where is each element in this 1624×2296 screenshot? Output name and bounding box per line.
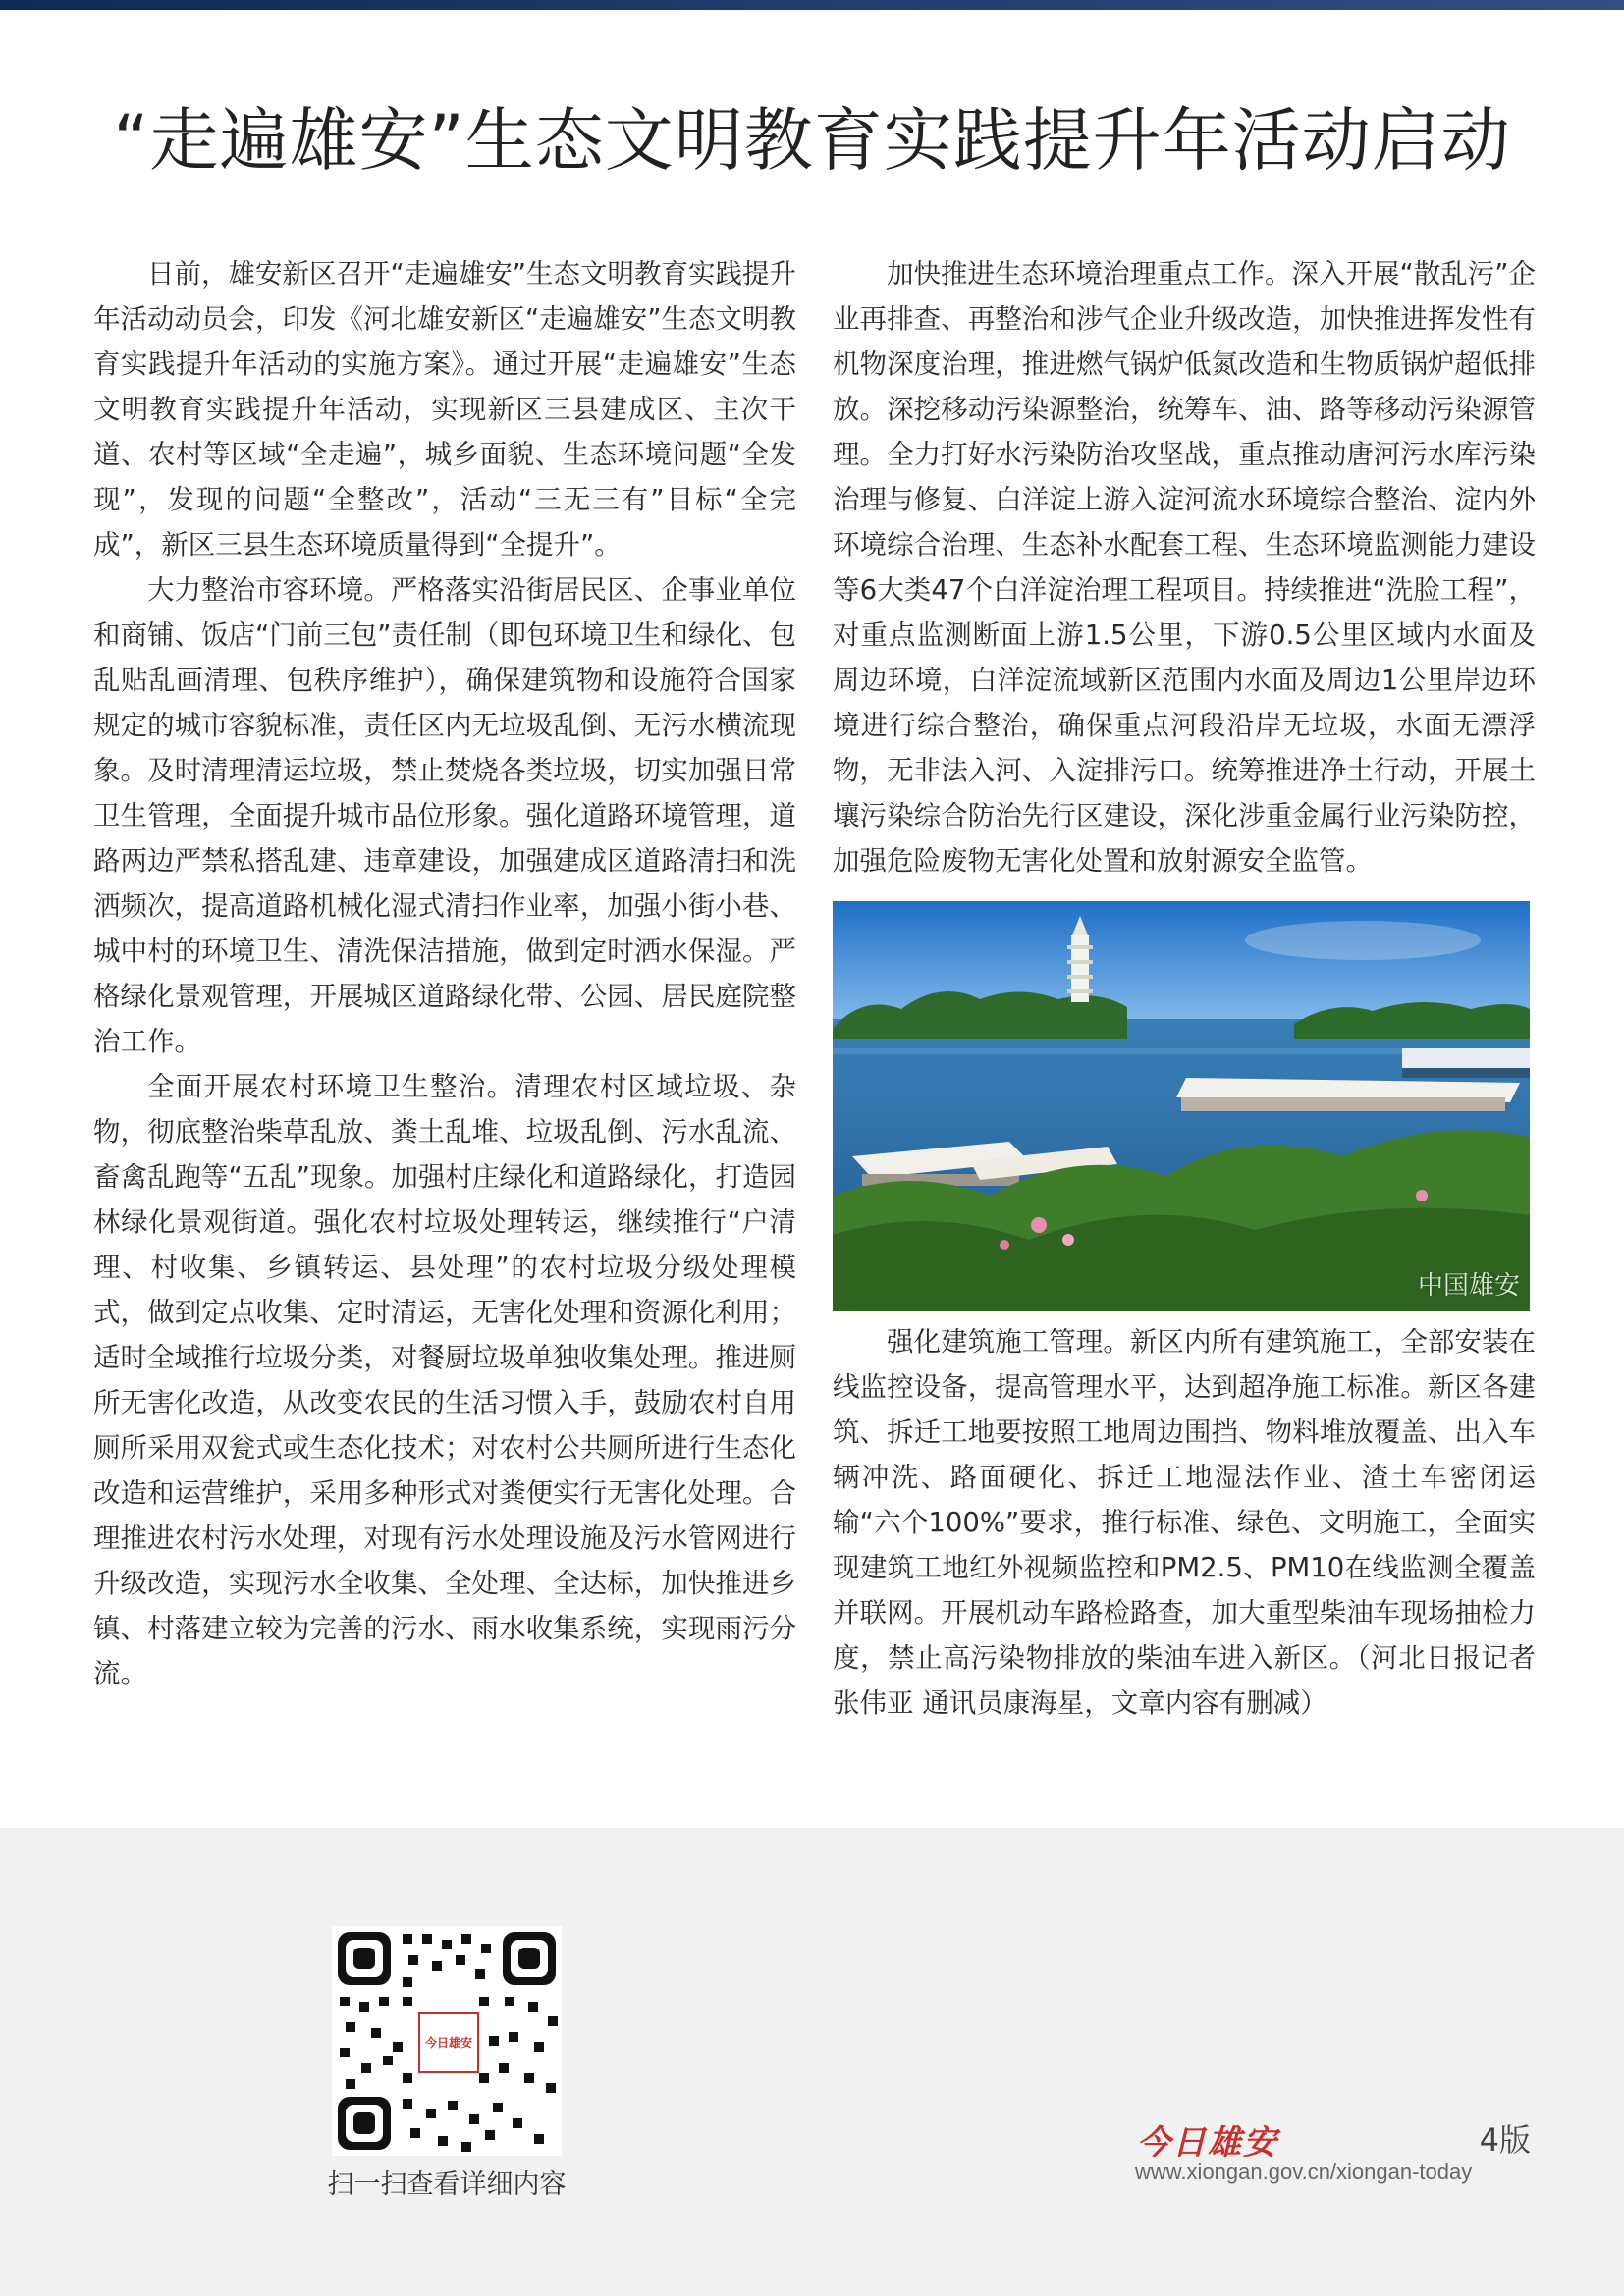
photo-watermark: 中国雄安 [1417, 1271, 1520, 1301]
article-column-right [833, 251, 1536, 1726]
qr-logo: 今日雄安 [418, 2012, 479, 2073]
article-column-left [93, 251, 796, 1696]
page-title: “走遍雄安”生态文明教育实践提升年活动启动 [113, 100, 1511, 181]
article-paragraph: 日前，雄安新区召开“走遍雄安”生态文明教育实践提升年活动动员会，印发《河北雄安新区“走遍雄安”生态文明教育实践提升年活动的实施方案》。通过开展“走遍雄安”生态文明教育实践提升年活动，实现新区三县建成区、主次干道、农村等区域“全走遍”，城乡面貌、生态环境问题“全发现”，发现的问题“全整改”，活动“三无三有”目标“全完成”，新区三县生态环境质量得到“全提升”。 [93, 258, 796, 561]
ferry-boat-icon [1402, 1048, 1530, 1078]
footer-band [0, 1828, 1624, 2296]
top-accent-bar [0, 0, 1624, 10]
brand-logo: 今日雄安 [1137, 2123, 1278, 2163]
site-url[interactable]: www.xiongan.gov.cn/xiongan-today [1135, 2160, 1473, 2184]
lake-photo [833, 901, 1530, 1311]
qr-caption: 扫一扫查看详细内容 [327, 2169, 567, 2200]
article-paragraph: 大力整治市容环境。严格落实沿街居民区、企事业单位和商铺、饭店“门前三包”责任制（即包环境卫生和绿化、包乱贴乱画清理、包秩序维护），确保建筑物和设施符合国家规定的城市容貌标准，责任区内无垃圾乱倒、无污水横流现象。及时清理清运垃圾，禁止焚烧各类垃圾，切实加强日常卫生管理，全面提升城市品位形象。强化道路环境管理，道路两边严禁私搭乱建、违章建设，加强建成区道路清扫和洗洒频次，提高道路机械化湿式清扫作业率，加强小街小巷、城中村的环境卫生、清洗保洁措施，做到定时洒水保湿。严格绿化景观管理，开展城区道路绿化带、公园、居民庭院整治工作。 [93, 574, 796, 1057]
qr-code[interactable] [332, 1926, 562, 2156]
lake-scene-illustration [833, 901, 1530, 1311]
article-paragraph: 强化建筑施工管理。新区内所有建筑施工，全部安装在线监控设备，提高管理水平，达到超净施工标准。新区各建筑、拆迁工地要按照工地周边围挡、物料堆放覆盖、出入车辆冲洗、路面硬化、拆迁工地湿法作业、渣土车密闭运输“六个100%”要求，推行标准、绿色、文明施工，全面实现建筑工地红外视频监控和PM2.5、PM10在线监测全覆盖并联网。开展机动车路检路查，加大重型柴油车现场抽检力度，禁止高污染物排放的柴油车进入新区。（河北日报记者张伟亚 通讯员康海星，文章内容有删减） [833, 1326, 1536, 1719]
article-paragraph: 加快推进生态环境治理重点工作。深入开展“散乱污”企业再排查、再整治和涉气企业升级改造，加快推进挥发性有机物深度治理，推进燃气锅炉低氮改造和生物质锅炉超低排放。深挖移动污染源整治，统筹车、油、路等移动污染源管理。全力打好水污染防治攻坚战，重点推动唐河污水库污染治理与修复、白洋淀上游入淀河流水环境综合整治、淀内外环境综合治理、生态补水配套工程、生态环境监测能力建设等6大类47个白洋淀治理工程项目。持续推进“洗脸工程”，对重点监测断面上游1.5公里，下游0.5公里区域内水面及周边环境，白洋淀流域新区范围内水面及周边1公里岸边环境进行综合整治，确保重点河段沿岸无垃圾，水面无漂浮物，无非法入河、入淀排污口。统筹推进净土行动，开展土壤污染综合防治先行区建设，深化涉重金属行业污染防控，加强危险废物无害化处置和放射源安全监管。 [833, 258, 1536, 877]
page-number: 4版 [1479, 2121, 1531, 2159]
article-paragraph: 全面开展农村环境卫生整治。清理农村区域垃圾、杂物，彻底整治柴草乱放、粪土乱堆、垃圾乱倒、污水乱流、畜禽乱跑等“五乱”现象。加强村庄绿化和道路绿化，打造园林绿化景观街道。强化农村垃圾处理转运，继续推行“户清理、村收集、乡镇转运、县处理”的农村垃圾分级处理模式，做到定点收集、定时清运，无害化处理和资源化利用；适时全域推行垃圾分类，对餐厨垃圾单独收集处理。推进厕所无害化改造，从改变农民的生活习惯入手，鼓励农村自用厕所采用双瓮式或生态化技术；对农村公共厕所进行生态化改造和运营维护，采用多种形式对粪便实行无害化处理。合理推进农村污水处理，对现有污水处理设施及污水管网进行升级改造，实现污水全收集、全处理、全达标，加快推进乡镇、村落建立较为完善的污水、雨水收集系统，实现雨污分流。 [93, 1071, 796, 1689]
